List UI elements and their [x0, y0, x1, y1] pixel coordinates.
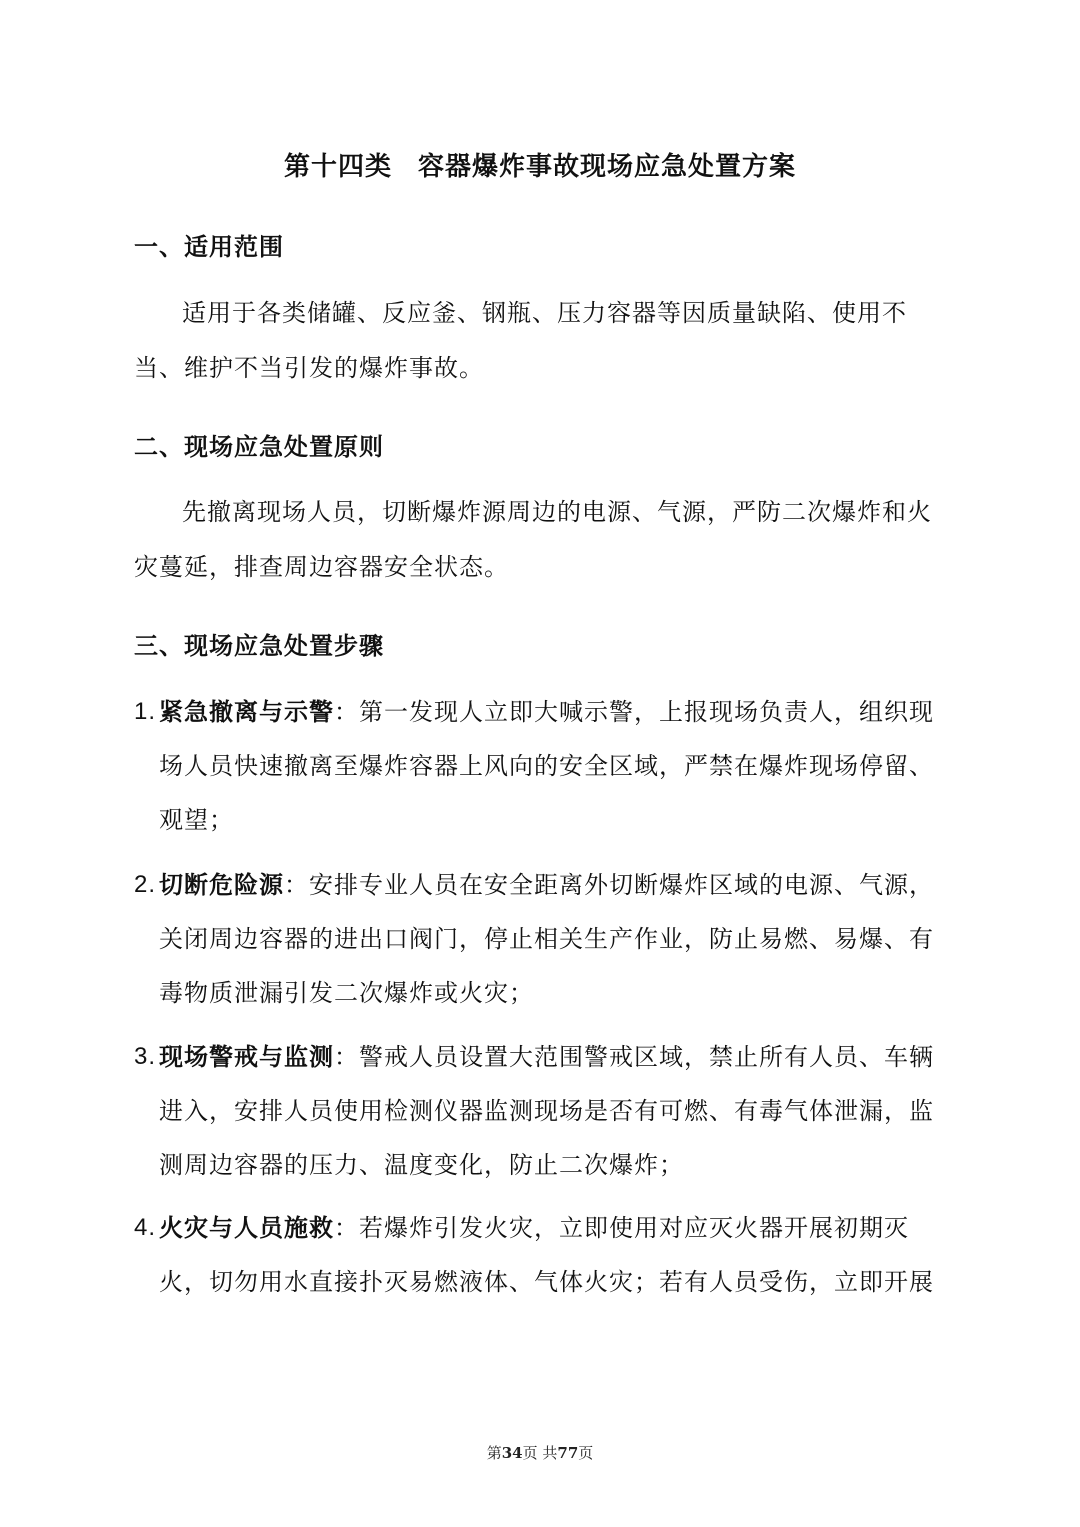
- current-page-number: 34: [501, 1444, 523, 1462]
- step-item-2: [134, 858, 949, 1020]
- step-text: ：第一发现人立即大喊示警，上报现场负责人，组织现场人员快速撤离至爆炸容器上风向的安全区域，严禁在爆炸现场停留、观望；: [159, 698, 934, 834]
- step-text: ：警戒人员设置大范围警戒区域，禁止所有人员、车辆进入，安排人员使用检测仪器监测现场是否有可燃、有毒气体泄漏，监测周边容器的压力、温度变化，防止二次爆炸；: [159, 1043, 934, 1179]
- section-heading-principles: 二、现场应急处置原则: [134, 433, 384, 461]
- step-item-3: [134, 1030, 949, 1192]
- footer-prefix: 第: [486, 1444, 502, 1462]
- step-item-1: [134, 685, 949, 847]
- total-pages-number: 77: [557, 1444, 579, 1462]
- title-prefix: 第十四类: [283, 152, 392, 182]
- section-body-scope: 适用于各类储罐、反应釜、钢瓶、压力容器等因质量缺陷、使用不当、维护不当引发的爆炸事故。: [134, 299, 907, 382]
- section-heading-steps: 三、现场应急处置步骤: [134, 632, 384, 660]
- step-text: ：若爆炸引发火灾，立即使用对应灭火器开展初期灭火，切勿用水直接扑灭易燃液体、气体火灾；若有人员受伤，立即开展: [159, 1214, 934, 1296]
- section-heading-scope: 一、适用范围: [134, 233, 284, 261]
- footer-middle: 页 共: [522, 1444, 558, 1462]
- section-body-principles: 先撤离现场人员，切断爆炸源周边的电源、气源，严防二次爆炸和火灾蔓延，排查周边容器安全状态。: [134, 498, 932, 581]
- footer-suffix: 页: [578, 1444, 594, 1462]
- step-number: 1.: [134, 698, 157, 725]
- step-lead: 现场警戒与监测: [159, 1043, 334, 1071]
- page-footer: [0, 1442, 1080, 1464]
- page-title: [0, 145, 1080, 189]
- step-lead: 切断危险源: [159, 871, 284, 899]
- step-item-4: [134, 1201, 949, 1309]
- step-number: 3.: [134, 1043, 157, 1070]
- step-lead: 紧急撤离与示警: [159, 698, 334, 726]
- step-lead: 火灾与人员施救: [159, 1214, 334, 1242]
- step-text: ：安排专业人员在安全距离外切断爆炸区域的电源、气源，关闭周边容器的进出口阀门，停止相关生产作业，防止易燃、易爆、有毒物质泄漏引发二次爆炸或火灾；: [159, 871, 934, 1007]
- step-number: 2.: [134, 871, 157, 898]
- title-main: 容器爆炸事故现场应急处置方案: [418, 152, 797, 182]
- step-number: 4.: [134, 1214, 157, 1241]
